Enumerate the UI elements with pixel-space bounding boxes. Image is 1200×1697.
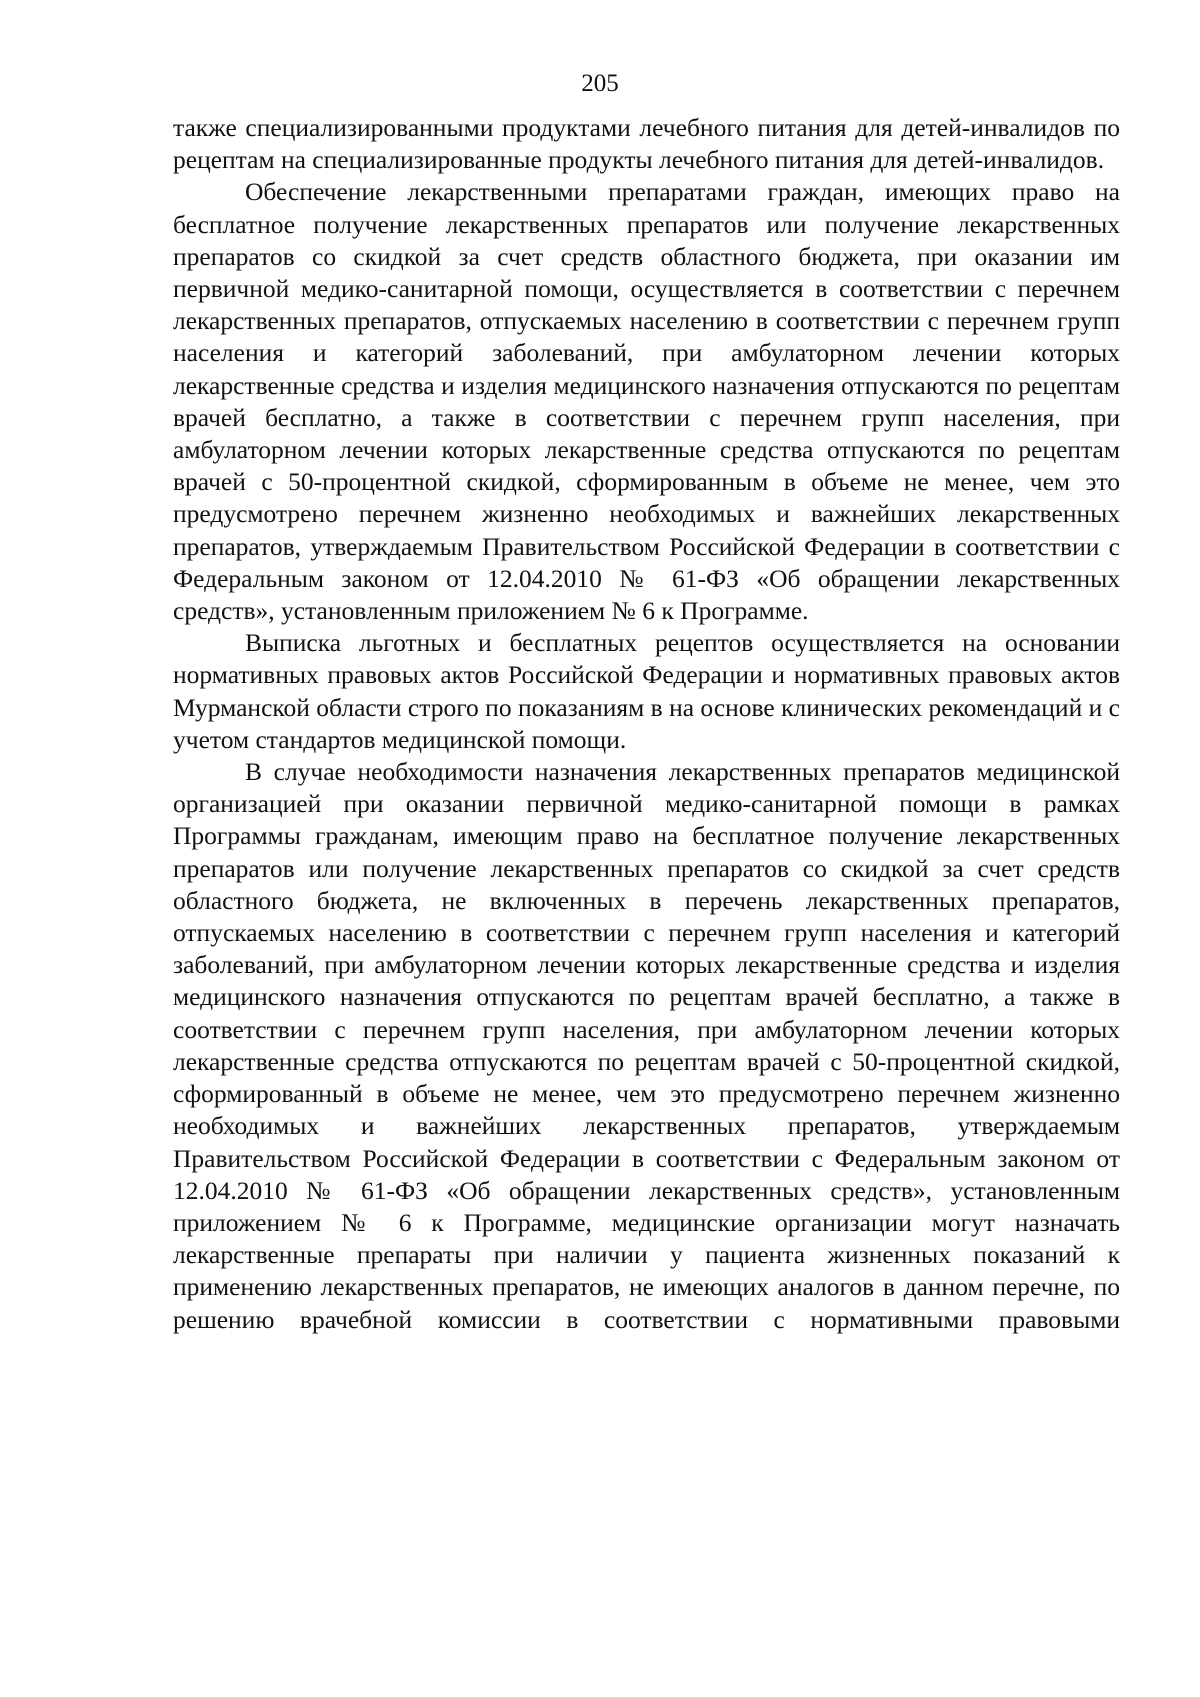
paragraph-special-prescribing: В случае необходимости назначения лекарственных препаратов медицинской организацией при оказании первичной медико-санитарной помощи в рамках Программы гражданам, имеющим право на бесплатное получение лекарственных препаратов или получение лекарственных препаратов со скидкой за счет средств областного бюджета, не включенных в перечень лекарственных препаратов, отпускаемых населению в соответствии с перечнем групп населения и категорий заболеваний, при амбулаторном лечении которых лекарственные средства и изделия медицинского назначения отпускаются по рецептам врачей бесплатно, а также в соответствии с перечнем групп населения, при амбулаторном лечении которых лекарственные средства отпускаются по рецептам врачей с 50-процентной скидкой, сформированный в объеме не менее, чем это предусмотрено перечнем жизненно необходимых и важнейших лекарственных препаратов, утверждаемым Правительством Российской Федерации в соответствии с Федеральным законом от 12.04.2010 № 61-ФЗ «Об обращении лекарственных средств», установленным приложением № 6 к Программе, медицинские организации могут назначать лекарственные препараты при наличии у пациента жизненных показаний к применению лекарственных препаратов, не имеющих аналогов в данном перечне, по решению врачебной комиссии в соответствии с нормативными правовыми <box>173 757 1120 1334</box>
paragraph-prescription-issuance: Выписка льготных и бесплатных рецептов осуществляется на основании нормативных правовых актов Российской Федерации и нормативных правовых актов Мурманской области строго по показаниям в на основе клинических рекомендаций и с учетом стандартов медицинской помощи. <box>173 628 1120 754</box>
document-body <box>173 112 1120 1336</box>
paragraph-continuation: также специализированными продуктами лечебного питания для детей-инвалидов по рецептам на специализированные продукты лечебного питания для детей-инвалидов. <box>173 113 1120 175</box>
page-number: 205 <box>581 70 619 97</box>
paragraph-drug-provision: Обеспечение лекарственными препаратами граждан, имеющих право на бесплатное получение лекарственных препаратов или получение лекарственных препаратов со скидкой за счет средств областного бюджета, при оказании им первичной медико-санитарной помощи, осуществляется в соответствии с перечнем лекарственных препаратов, отпускаемых населению в соответствии с перечнем групп населения и категорий заболеваний, при амбулаторном лечении которых лекарственные средства и изделия медицинского назначения отпускаются по рецептам врачей бесплатно, а также в соответствии с перечнем групп населения, при амбулаторном лечении которых лекарственные средства отпускаются по рецептам врачей с 50-процентной скидкой, сформированным в объеме не менее, чем это предусмотрено перечнем жизненно необходимых и важнейших лекарственных препаратов, утверждаемым Правительством Российской Федерации в соответствии с Федеральным законом от 12.04.2010 № 61-ФЗ «Об обращении лекарственных средств», установленным приложением № 6 к Программе. <box>173 177 1120 626</box>
